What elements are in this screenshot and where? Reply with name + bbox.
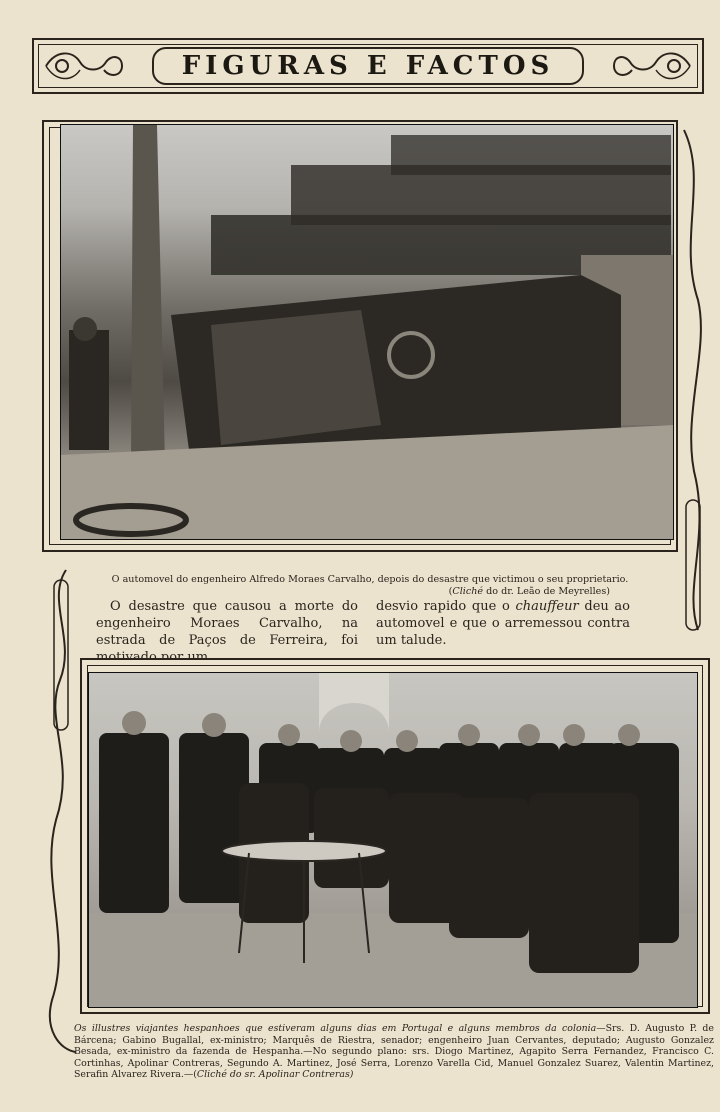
caption-lead: Os illustres viajantes hespanhoes que estiveram alguns dias em Portugal e alguns membros da colonia	[74, 1023, 597, 1034]
caption-body: —Srs. D. Augusto P. de Bárcena; Gabino Bugallal, ex-ministro; Marquês de Riestra, senador; engenheiro Juan Cervantes, deputado; Augusto Gonzalez Besada, ex-ministro da fazenda de Hespanha.—No segundo plano: srs. Diogo Martinez, Agapito Serra Fernandez, Francisco C. Cortinhas, Apolinar Contreras, Segundo A. Martinez, José Serra, Lorenzo Varella Cid, Manuel Gonzalez Suarez, Valentin Martinez, Serafin Alvarez Rivera.—	[74, 1023, 714, 1080]
credit-open: (	[193, 1069, 197, 1080]
accident-photo	[60, 124, 674, 540]
article-column-left: O desastre que causou a morte do engenheiro Moraes Carvalho, na estrada de Paços de Ferreira, foi	[96, 599, 358, 648]
credit-cliche: Cliché	[452, 586, 484, 597]
right-ornament-icon	[610, 48, 694, 84]
photo-icon	[61, 125, 673, 539]
page-title: FIGURAS E FACTOS	[152, 47, 585, 85]
top-photo-caption	[100, 574, 640, 598]
top-photo-credit	[100, 586, 640, 598]
left-flourish-icon	[36, 560, 82, 1060]
left-ornament-icon	[42, 48, 126, 84]
credit-rest: do sr. Apolinar Contreras)	[226, 1069, 354, 1080]
credit-cliche: Cliché	[196, 1069, 227, 1080]
group-portrait-photo	[88, 672, 698, 1008]
photo-icon	[89, 673, 697, 1007]
article-column-right	[376, 598, 630, 649]
article-text-post: deu ao automovel e que o arremessou contra um talude.	[376, 599, 630, 648]
top-photo-caption-text: O automovel do engenheiro Alfredo Moraes Carvalho, depois do desastre que victimou o seu proprietario.	[111, 574, 629, 585]
header-banner	[32, 38, 704, 94]
article-text-chauffeur: chauffeur	[515, 599, 579, 614]
credit-open: (	[448, 586, 453, 597]
bottom-photo-caption	[74, 1023, 714, 1081]
article-text-pre: desvio rapido que o	[376, 599, 516, 614]
credit-rest: do dr. Leão de Meyrelles)	[483, 586, 610, 597]
right-flourish-icon	[674, 120, 710, 640]
